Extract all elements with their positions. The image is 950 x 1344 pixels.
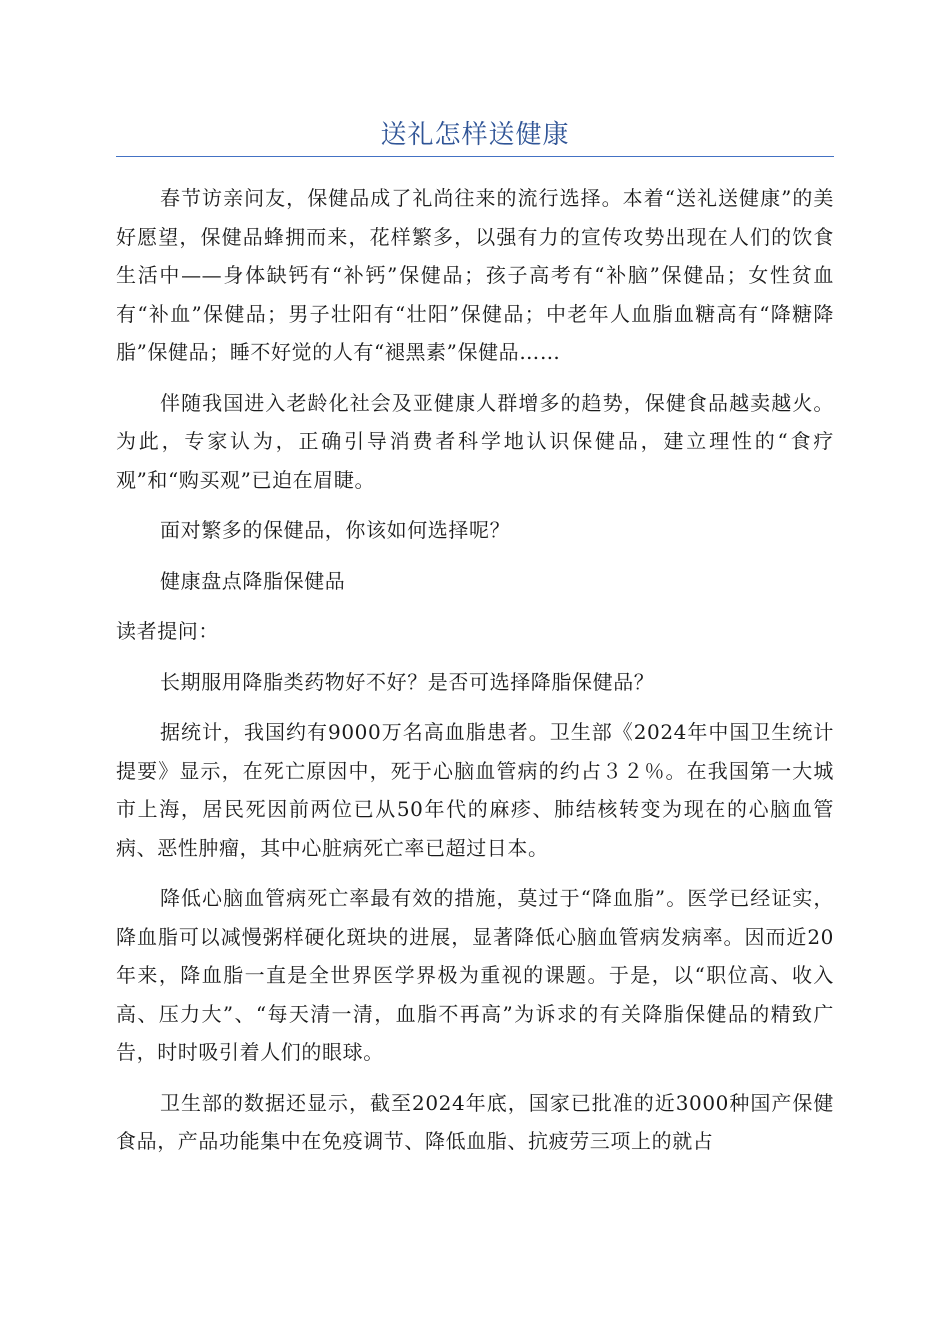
document-page — [116, 0, 834, 1173]
paragraph-5: 读者提问： — [116, 619, 219, 643]
paragraph-8: 降低心脑血管病死亡率最有效的措施，莫过于“降血脂”。医学已经证实，降血脂可以减慢粥样硬化斑块的进展，显著降低心脑血管病发病率。因而近20年来，降血脂一直是全世界医学界极为重视的课题。于是，以“职位高、收入高、压力大”、“每天清一清，血脂不再高”为诉求的有关降脂保健品的精致广告，时时吸引着人们的眼球。 — [116, 886, 834, 1064]
paragraph-9: 卫生部的数据还显示，截至2024年底，国家已批准的近3000种国产保健食品，产品功能集中在免疫调节、降低血脂、抗疲劳三项上的就占 — [116, 1090, 834, 1153]
document-title: 送礼怎样送健康 — [380, 120, 570, 150]
paragraph-1: 春节访亲问友，保健品成了礼尚往来的流行选择。本着“送礼送健康”的美好愿望，保健品蜂拥而来，花样繁多，以强有力的宣传攻势出现在人们的饮食生活中——身体缺钙有“补钙”保健品；孩子高考有“补脑”保健品；女性贫血有“补血”保健品；男子壮阳有“壮阳”保健品；中老年人血脂血糖高有“降糖降脂”保健品；睡不好觉的人有“褪黑素”保健品…… — [116, 186, 834, 364]
document-body — [116, 179, 834, 1161]
title-underline — [116, 156, 834, 157]
paragraph-4: 健康盘点降脂保健品 — [160, 568, 346, 593]
paragraph-7: 据统计，我国约有9000万名高血脂患者。卫生部《2024年中国卫生统计提要》显示，在死亡原因中，死于心脑血管病的约占３２％。在我国第一大城市上海，居民死因前两位已从50年代的麻疹、肺结核转变为现在的心脑血管病、恶性肿瘤，其中心脏病死亡率已超过日本。 — [116, 720, 834, 860]
paragraph-2: 伴随我国进入老龄化社会及亚健康人群增多的趋势，保健食品越卖越火。为此，专家认为，正确引导消费者科学地认识保健品，建立理性的“食疗观”和“购买观”已迫在眉睫。 — [116, 390, 834, 492]
paragraph-3: 面对繁多的保健品，你该如何选择呢？ — [160, 518, 511, 542]
paragraph-6: 长期服用降脂类药物好不好？是否可选择降脂保健品？ — [160, 669, 655, 694]
